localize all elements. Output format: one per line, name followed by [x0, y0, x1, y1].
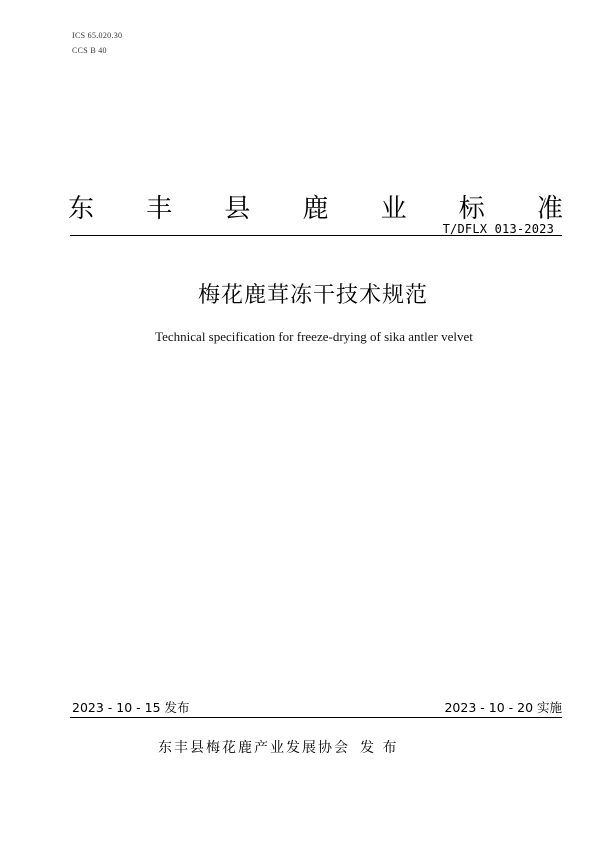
- issue-date: 2023 - 10 - 15 发布: [72, 700, 190, 715]
- standard-type-char: 东: [68, 194, 95, 224]
- standard-type-char: 准: [536, 194, 563, 224]
- standard-type-char: 鹿: [302, 194, 329, 224]
- publisher-name: 东丰县梅花鹿产业发展协会: [158, 740, 350, 756]
- document-title-chinese: 梅花鹿茸冻干技术规范: [197, 283, 428, 308]
- standard-type-char: 标: [458, 194, 485, 224]
- publisher-line: [158, 737, 398, 757]
- standard-type-char: 业: [380, 194, 407, 224]
- standard-type-title: [68, 194, 563, 224]
- standard-type-char: 丰: [146, 194, 173, 224]
- standard-number: T/DFLX 013-2023: [442, 222, 554, 236]
- ics-code: ICS 65.020.30: [72, 31, 123, 40]
- implementation-date: 2023 - 10 - 20 实施: [444, 700, 562, 715]
- header-divider: [70, 235, 562, 236]
- document-title-english: Technical specification for freeze-drying of sika antler velvet: [155, 329, 473, 344]
- ccs-code: CCS B 40: [72, 46, 107, 55]
- standard-type-char: 县: [224, 194, 251, 224]
- footer-divider: [70, 717, 562, 718]
- publish-label: 发 布: [360, 740, 399, 756]
